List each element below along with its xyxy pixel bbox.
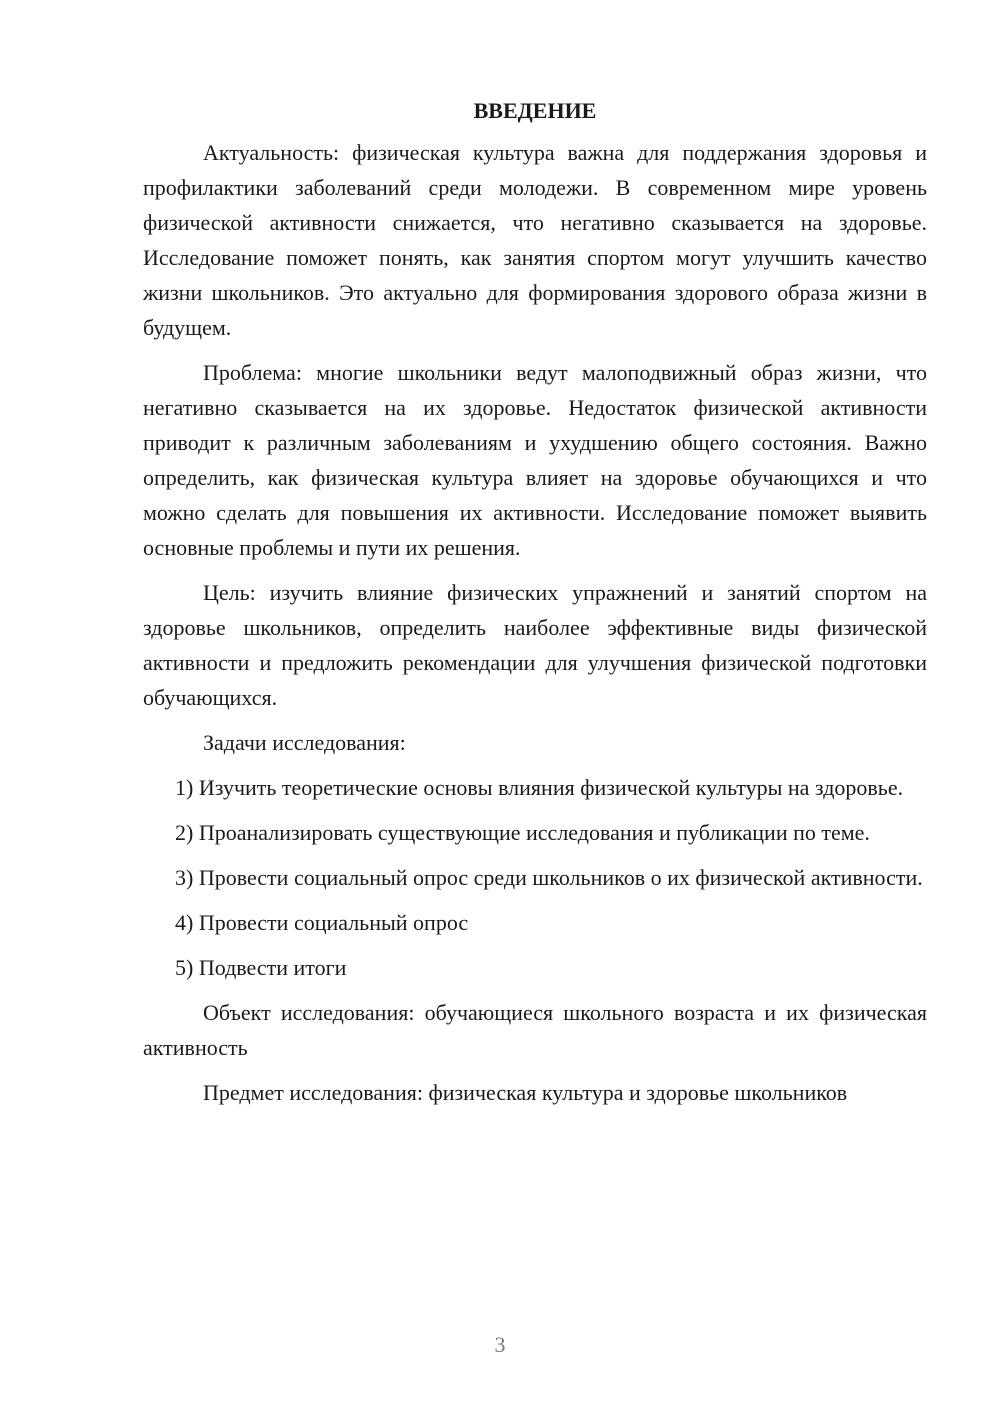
object-paragraph: Объект исследования: обучающиеся школьного возраста и их физическая активность xyxy=(143,1000,927,1060)
section-title: ВВЕДЕНИЕ xyxy=(473,98,597,123)
goal-paragraph: Цель: изучить влияние физических упражнений и занятий спортом на здоровье школьников, определить наиболее эффективные виды физической активности и предложить рекомендации для улучшения физической подготовки обучающихся. xyxy=(143,580,927,710)
tasks-heading: Задачи исследования: xyxy=(203,730,406,755)
task-item-2: 2) Проанализировать существующие исследования и публикации по теме. xyxy=(175,820,870,845)
task-item-3: 3) Провести социальный опрос среди школьников о их физической активности. xyxy=(175,865,923,890)
page-content xyxy=(143,93,927,1110)
task-item-1: 1) Изучить теоретические основы влияния физической культуры на здоровье. xyxy=(175,775,904,800)
subject-paragraph: Предмет исследования: физическая культура и здоровье школьников xyxy=(203,1080,848,1105)
task-item-4: 4) Провести социальный опрос xyxy=(175,910,469,935)
task-item-5: 5) Подвести итоги xyxy=(175,955,347,980)
problem-paragraph: Проблема: многие школьники ведут малоподвижный образ жизни, что негативно сказывается на их здоровье. Недостаток физической активности приводит к различным заболеваниям и ухудшению общего состояния. Важно определить, как физическая культура влияет на здоровье обучающихся и что можно сделать для повышения их активности. Исследование поможет выявить основные проблемы и пути их решения. xyxy=(143,360,927,560)
relevance-paragraph: Актуальность: физическая культура важна для поддержания здоровья и профилактики заболеваний среди молодежи. В современном мире уровень физической активности снижается, что негативно сказывается на здоровье. Исследование поможет понять, как занятия спортом могут улучшить качество жизни школьников. Это актуально для формирования здорового образа жизни в будущем. xyxy=(143,140,927,340)
page-number: 3 xyxy=(494,1332,506,1357)
